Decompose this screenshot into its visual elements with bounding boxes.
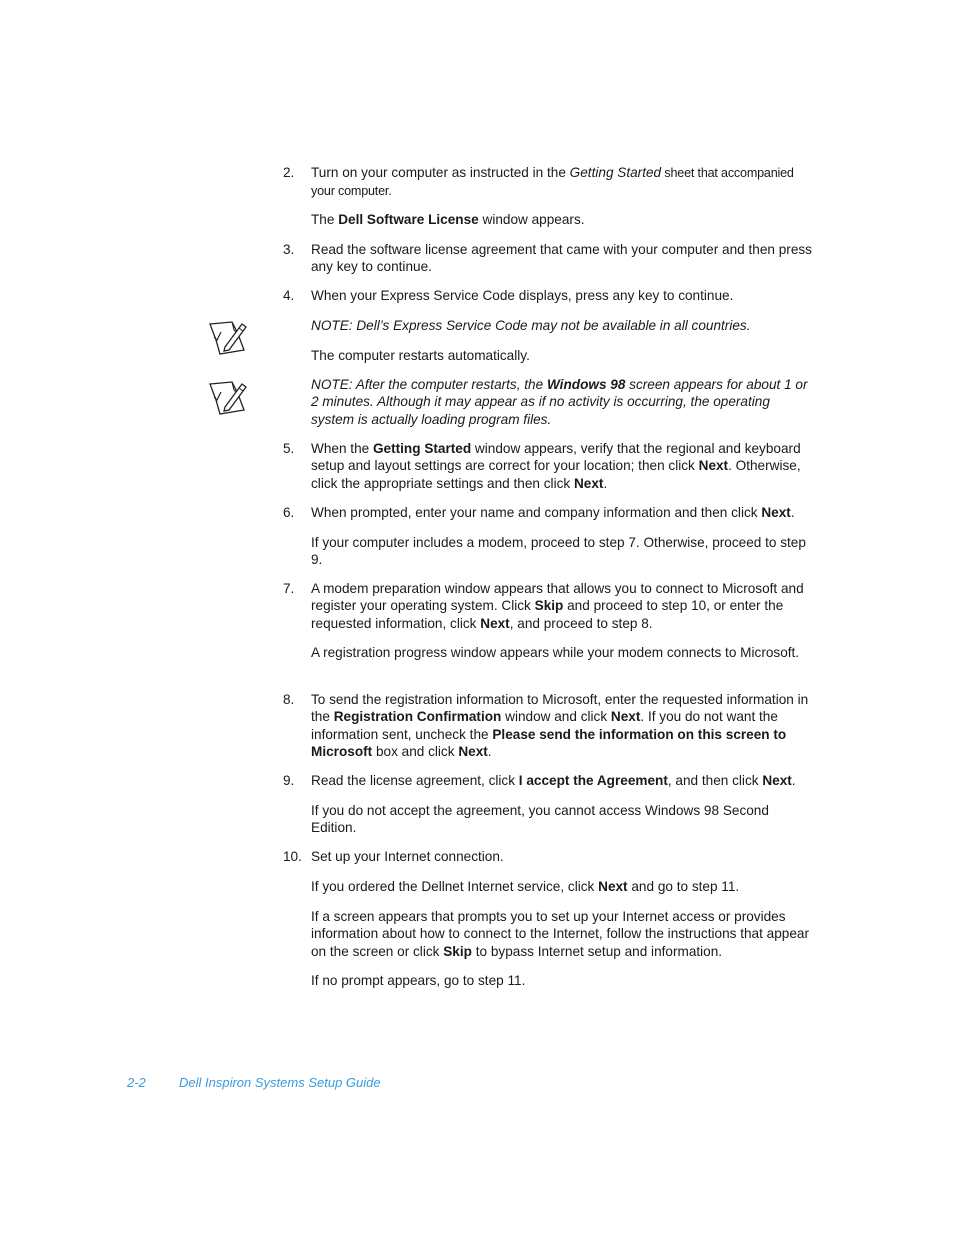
note-pencil-icon	[208, 380, 248, 416]
step-2-result: The Dell Software License window appears.	[311, 212, 585, 227]
note-2: NOTE: After the computer restarts, the Windows 98 screen appears for about 1 or 2 minutes. Although it may appear as if no activity is occurring, the operating system is actually loading program files.	[311, 377, 808, 427]
step-9-number: 9.	[283, 773, 295, 788]
step-4-text: When your Express Service Code displays, press any key to continue.	[311, 288, 734, 303]
step-3-text: Read the software license agreement that came with your computer and then press any key to continue.	[311, 242, 812, 275]
note-pencil-icon	[208, 320, 248, 356]
step-7-text: A modem preparation window appears that allows you to connect to Microsoft and register your operating system. Click Skip and proceed to step 10, or enter the requested information, click Next, and proceed to step 8.	[311, 581, 804, 631]
footer-title: Dell Inspiron Systems Setup Guide	[179, 1075, 381, 1090]
note-1: NOTE: Dell’s Express Service Code may not be available in all countries.	[311, 318, 751, 333]
step-3-number: 3.	[283, 242, 295, 257]
step-4-number: 4.	[283, 288, 295, 303]
step-8-number: 8.	[283, 692, 295, 707]
step-2-text: Turn on your computer as instructed in the Getting Started sheet that accompanied your computer.	[311, 165, 794, 199]
step-4-after: The computer restarts automatically.	[311, 348, 530, 363]
step-10-dellnet: If you ordered the Dellnet Internet service, click Next and go to step 11.	[311, 879, 740, 894]
step-10-text: Set up your Internet connection.	[311, 849, 504, 864]
step-6-text: When prompted, enter your name and company information and then click Next.	[311, 505, 795, 520]
step-9-detail: If you do not accept the agreement, you cannot access Windows 98 Second Edition.	[311, 803, 769, 836]
step-6-number: 6.	[283, 505, 295, 520]
step-7-detail: A registration progress window appears while your modem connects to Microsoft.	[311, 645, 800, 660]
step-8-text: To send the registration information to Microsoft, enter the requested information in the Registration Confirmation window and click Next. If you do not want the information sent, uncheck the Please send the information on this screen to Microsoft box and click Next.	[311, 692, 809, 760]
step-7-number: 7.	[283, 581, 295, 596]
step-9-text: Read the license agreement, click I accept the Agreement, and then click Next.	[311, 773, 796, 788]
footer-page-number: 2-2	[127, 1075, 146, 1090]
step-6-detail: If your computer includes a modem, proceed to step 7. Otherwise, proceed to step 9.	[311, 535, 806, 568]
step-10-prompt: If a screen appears that prompts you to set up your Internet access or provides information about how to connect to the Internet, follow the instructions that appear on the screen or click Skip to bypass Internet setup and information.	[311, 909, 809, 959]
step-5-number: 5.	[283, 441, 295, 456]
step-10-number: 10.	[283, 849, 302, 864]
step-10-no-prompt: If no prompt appears, go to step 11.	[311, 973, 526, 988]
step-5-text: When the Getting Started window appears, verify that the regional and keyboard setup and layout settings are correct for your location; then click Next. Otherwise, click the appropriate settings and then click Next.	[311, 441, 801, 491]
step-2-number: 2.	[283, 165, 295, 180]
